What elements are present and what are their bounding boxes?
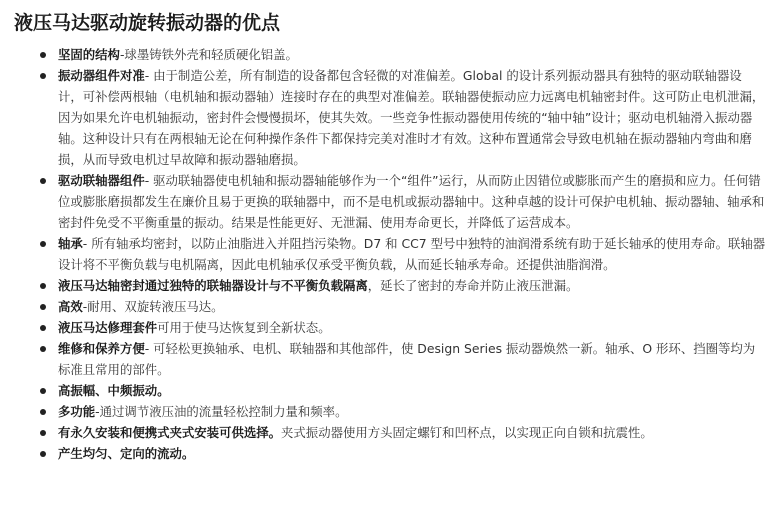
item-term: 维修和保养方便 (58, 341, 145, 356)
list-item-coupling (58, 170, 766, 233)
page-title: 液压马达驱动旋转振动器的优点 (14, 12, 281, 34)
item-term: 多功能 (58, 404, 96, 419)
item-term: 高振幅、中频振动。 (58, 383, 170, 398)
item-text: - 由于制造公差，所有制造的设备都包含轻微的对准偏差。Global 的设计系列振动器具有独特的驱动联轴器设计，可补偿两根轴（电机轴和振动器轴）连接时存在的典型对准偏差。联轴器使振动应力远离电机轴密封件。这可防止电机泄漏，因为如果允许电机轴振动，密封件会慢慢损坏，使其失效。一些竞争性振动器使用传统的“轴中轴”设计；驱动电机轴滑入振动器轴。这种设计只有在两根轴无论在何种操作条件下都保持完美对准时才有效。这种布置通常会导致电机轴在振动器轴内弯曲和磨损，从而导致电机过早故障和振动器轴磨损。 (58, 68, 765, 167)
list-item-versatile (58, 401, 766, 422)
list-item-seal (58, 275, 766, 296)
item-text: - 驱动联轴器使电机轴和振动器轴能够作为一个“组件”运行，从而防止因错位或膨胀而产生的磨损和应力。任何错位或膨胀磨损都发生在廉价且易于更换的联轴器中，而不是电机或振动器轴中。这种卓越的设计可保护电机轴、振动器轴、轴承和密封件免受不平衡重量的振动。结果是性能更好、无泄漏、使用寿命更长，并降低了运营成本。 (58, 173, 765, 230)
item-text: - 所有轴承均密封，以防止油脂进入并阻挡污染物。D7 和 CC7 型号中独特的油润滑系统有助于延长轴承的使用寿命。联轴器设计将不平衡负载与电机隔离，因此电机轴承仅承受平衡负载，从而延长轴承寿命。还提供油脂润滑。 (58, 236, 766, 272)
item-term: 驱动联轴器组件 (58, 173, 145, 188)
item-text: 夹式振动器使用方头固定螺钉和凹杯点，以实现正向自锁和抗震性。 (281, 425, 653, 440)
item-term: 产生均匀、定向的流动。 (58, 446, 195, 461)
item-term: 高效 (58, 299, 83, 314)
item-term: 振动器组件对准 (58, 68, 145, 83)
item-text: -通过调节液压油的流量轻松控制力量和频率。 (95, 404, 348, 419)
advantages-list (14, 44, 766, 464)
list-item-bearings (58, 233, 766, 275)
item-term: 有永久安装和便携式夹式安装可供选择。 (58, 425, 282, 440)
item-text: 可用于使马达恢复到全新状态。 (157, 320, 331, 335)
list-item-repair-kit (58, 317, 766, 338)
item-term: 液压马达轴密封通过独特的联轴器设计与不平衡负载隔离 (58, 278, 368, 293)
list-item-flow (58, 443, 766, 464)
item-term: 轴承 (58, 236, 83, 251)
item-text: ，延长了密封的寿命并防止液压泄漏。 (367, 278, 579, 293)
list-item-structure (58, 44, 766, 65)
list-item-maintenance (58, 338, 766, 380)
item-text: - 可轻松更换轴承、电机、联轴器和其他部件，使 Design Series 振动器焕然一新。轴承、O 形环、挡圈等均为标准且常用的部件。 (58, 341, 756, 377)
item-term: 坚固的结构 (58, 47, 120, 62)
list-item-amplitude (58, 380, 766, 401)
item-text: -球墨铸铁外壳和轻质硬化铝盖。 (119, 47, 298, 62)
list-item-efficient (58, 296, 766, 317)
item-term: 液压马达修理套件 (58, 320, 158, 335)
list-item-mounting (58, 422, 766, 443)
list-item-alignment (58, 65, 766, 170)
item-text: -耐用、双旋转液压马达。 (82, 299, 224, 314)
